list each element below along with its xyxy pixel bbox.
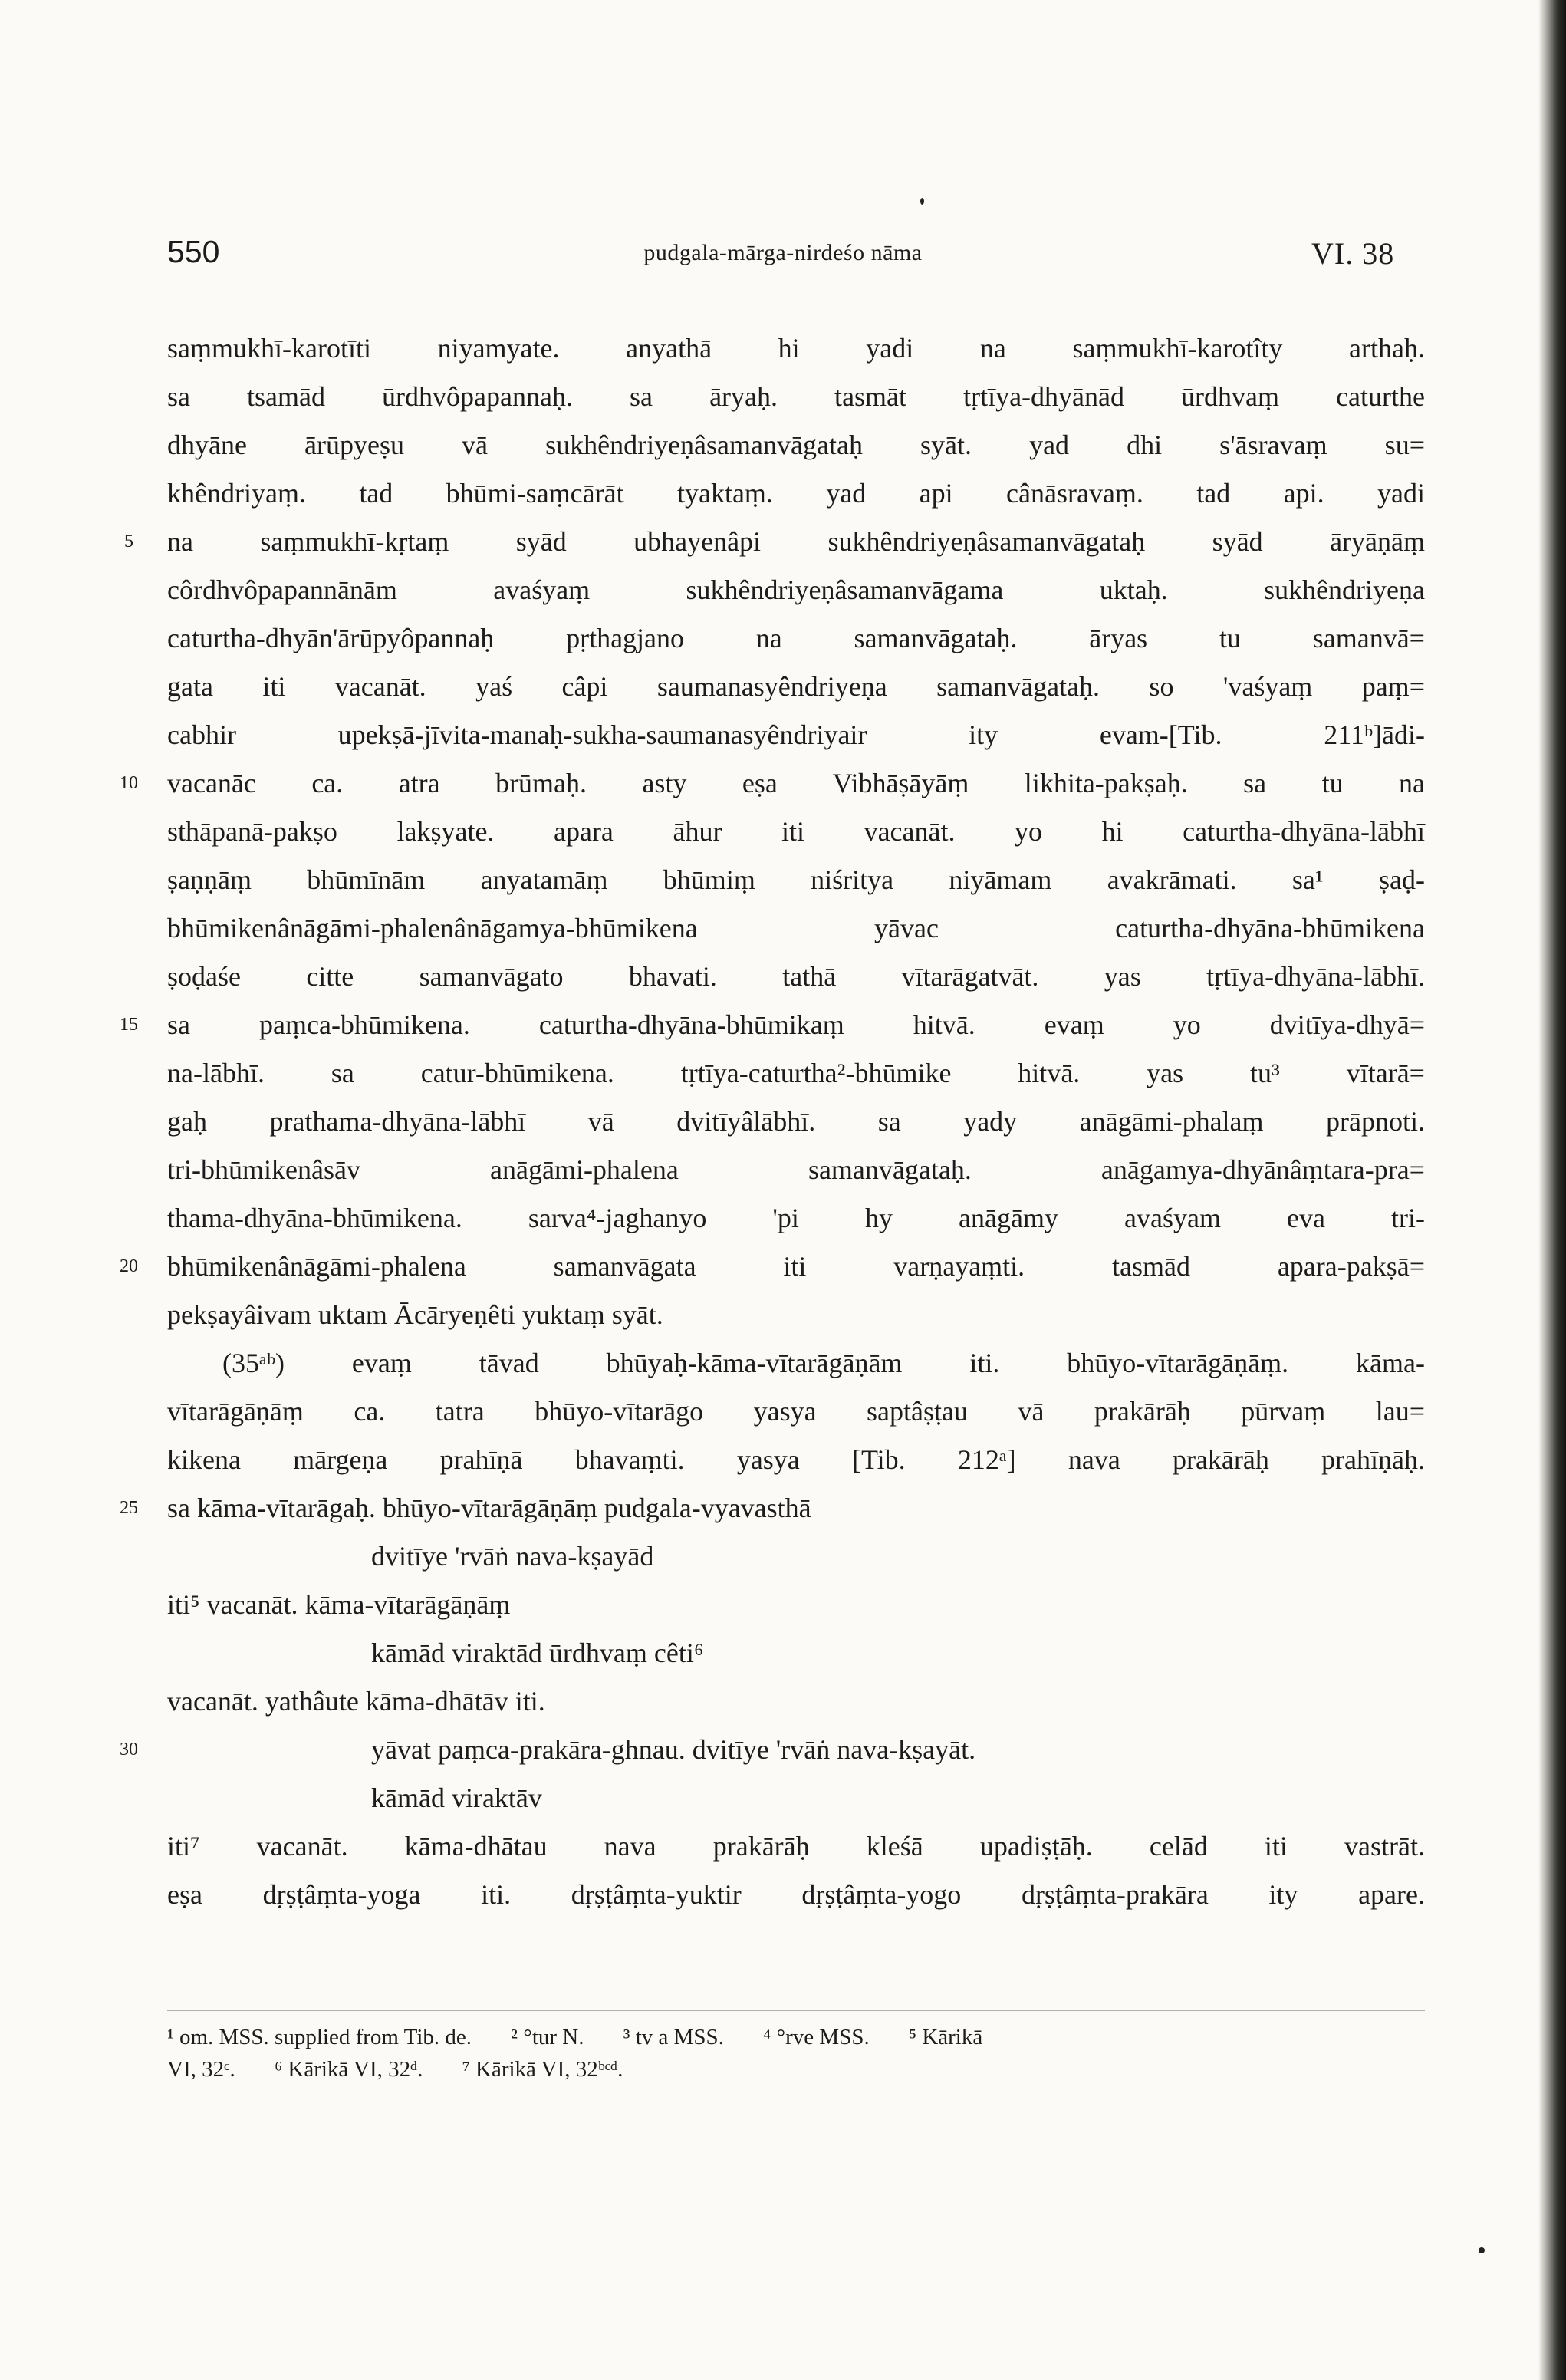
running-title: pudgala-mārga-nirdeśo nāma bbox=[643, 240, 923, 265]
text-line: eṣa dṛṣṭâṃta-yoga iti. dṛṣṭâṃta-yuktir dṛṣṭâṃta-yogo dṛṣṭâṃta-prakāra ity apare. bbox=[167, 1879, 1425, 1910]
page-header bbox=[0, 234, 1566, 280]
footnote-3: ³ tv a MSS. bbox=[623, 2025, 724, 2049]
text-line: cabhir upekṣā-jīvita-manaḥ-sukha-saumanasyêndriyair ity evam-[Tib. 211ᵇ]ādi- bbox=[167, 719, 1425, 750]
footnote-7: ⁷ Kārikā VI, 32ᵇᶜᵈ. bbox=[462, 2057, 623, 2082]
footnote-4: ⁴ °rve MSS. bbox=[763, 2025, 870, 2049]
text-line: vacanāc ca. atra brūmaḥ. asty eṣa Vibhāṣāyāṃ likhita-pakṣaḥ. sa tu na bbox=[167, 768, 1425, 798]
line-number: 20 bbox=[120, 1256, 138, 1276]
footnote-1: ¹ om. MSS. supplied from Tib. de. bbox=[167, 2025, 472, 2049]
line-number: 10 bbox=[120, 773, 138, 793]
text-line: pekṣayâivam uktam Ācāryeṇêti yuktaṃ syāt. bbox=[167, 1299, 663, 1330]
text-line: iti⁷ vacanāt. kāma-dhātau nava prakārāḥ kleśā upadiṣṭāḥ. celād iti vastrāt. bbox=[167, 1831, 1425, 1862]
page-edge-shadow bbox=[1538, 0, 1566, 2380]
text-line: saṃmukhī-karotīti niyamyate. anyathā hi yadi na saṃmukhī-karotîty arthaḥ. bbox=[167, 333, 1425, 364]
text-line: gaḥ prathama-dhyāna-lābhī vā dvitīyâlābhī. sa yady anāgāmi-phalaṃ prāpnoti. bbox=[167, 1106, 1425, 1137]
text-line: côrdhvôpapannānām avaśyaṃ sukhêndriyeṇâsamanvāgama uktaḥ. sukhêndriyeṇa bbox=[167, 574, 1425, 605]
line-number: 5 bbox=[124, 532, 133, 551]
text-line: bhūmikenânāgāmi-phalena samanvāgata iti varṇayaṃti. tasmād apara-pakṣā= bbox=[167, 1251, 1425, 1282]
line-number: 15 bbox=[120, 1015, 138, 1035]
text-line: caturtha-dhyān'ārūpyôpannaḥ pṛthagjano na samanvāgataḥ. āryas tu samanvā= bbox=[167, 623, 1425, 653]
ink-speck bbox=[920, 198, 924, 205]
section-reference: VI. 38 bbox=[1311, 236, 1395, 271]
text-line: dhyāne ārūpyeṣu vā sukhêndriyeṇâsamanvāgataḥ syāt. yad dhi s'āsravaṃ su= bbox=[167, 430, 1425, 460]
footnote-5-continued: VI, 32ᶜ. bbox=[167, 2057, 235, 2082]
text-line: sa paṃca-bhūmikena. caturtha-dhyāna-bhūmikaṃ hitvā. evaṃ yo dvitīya-dhyā= bbox=[167, 1009, 1425, 1040]
text-line: kikena mārgeṇa prahīṇā bhavaṃti. yasya [Tib. 212ᵃ] nava prakārāḥ prahīṇāḥ. bbox=[167, 1444, 1425, 1475]
text-line: vacanāt. yathâute kāma-dhātāv iti. bbox=[167, 1686, 545, 1717]
page-number: 550 bbox=[167, 234, 220, 269]
text-line: (35ᵃᵇ) evaṃ tāvad bhūyaḥ-kāma-vītarāgāṇām iti. bhūyo-vītarāgāṇāṃ. kāma- bbox=[222, 1348, 1425, 1378]
footnote-5: ⁵ Kārikā bbox=[908, 2025, 983, 2049]
text-line: sa tsamād ūrdhvôpapannaḥ. sa āryaḥ. tasmāt tṛtīya-dhyānād ūrdhvaṃ caturthe bbox=[167, 381, 1425, 412]
text-line: thama-dhyāna-bhūmikena. sarva⁴-jaghanyo 'pi hy anāgāmy avaśyam eva tri- bbox=[167, 1203, 1425, 1233]
line-number: 30 bbox=[120, 1740, 138, 1759]
text-line: khêndriyaṃ. tad bhūmi-saṃcārāt tyaktaṃ. yad api cânāsravaṃ. tad api. yadi bbox=[167, 478, 1425, 509]
footnote-rule bbox=[167, 2010, 1425, 2011]
text-line: na saṃmukhī-kṛtaṃ syād ubhayenâpi sukhêndriyeṇâsamanvāgataḥ syād āryāṇāṃ bbox=[167, 526, 1425, 557]
text-line: iti⁵ vacanāt. kāma-vītarāgāṇāṃ bbox=[167, 1589, 511, 1620]
text-line: gata iti vacanāt. yaś câpi saumanasyêndriyeṇa samanvāgataḥ. so 'vaśyaṃ paṃ= bbox=[167, 671, 1425, 702]
footnotes-line-1 bbox=[167, 2023, 982, 2051]
text-line: bhūmikenânāgāmi-phalenânāgamya-bhūmikena yāvac caturtha-dhyāna-bhūmikena bbox=[167, 913, 1425, 943]
verse-line: yāvat paṃca-prakāra-ghnau. dvitīye 'rvāṅ nava-kṣayāt. bbox=[371, 1734, 976, 1765]
footnote-6: ⁶ Kārikā VI, 32ᵈ. bbox=[275, 2057, 423, 2082]
text-line: vītarāgāṇāṃ ca. tatra bhūyo-vītarāgo yasya saptâṣṭau vā prakārāḥ pūrvaṃ lau= bbox=[167, 1396, 1425, 1427]
verse-line: kāmād viraktāv bbox=[371, 1783, 542, 1813]
footnotes-line-2 bbox=[167, 2056, 623, 2083]
line-number: 25 bbox=[120, 1498, 138, 1518]
verse-line: dvitīye 'rvāṅ nava-kṣayād bbox=[371, 1541, 654, 1572]
text-line: sthāpanā-pakṣo lakṣyate. apara āhur iti vacanāt. yo hi caturtha-dhyāna-lābhī bbox=[167, 816, 1425, 847]
text-line: ṣoḍaśe citte samanvāgato bhavati. tathā vītarāgatvāt. yas tṛtīya-dhyāna-lābhī. bbox=[167, 961, 1425, 992]
text-line: ṣaṇṇāṃ bhūmīnām anyatamāṃ bhūmiṃ niśritya niyāmam avakrāmati. sa¹ ṣaḍ- bbox=[167, 864, 1425, 895]
ink-speck bbox=[1479, 2247, 1485, 2253]
text-line: sa kāma-vītarāgaḥ. bhūyo-vītarāgāṇāṃ pudgala-vyavasthā bbox=[167, 1493, 811, 1523]
text-line: na-lābhī. sa catur-bhūmikena. tṛtīya-caturtha²-bhūmike hitvā. yas tu³ vītarā= bbox=[167, 1058, 1425, 1088]
text-line: tri-bhūmikenâsāv anāgāmi-phalena samanvāgataḥ. anāgamya-dhyānâṃtara-pra= bbox=[167, 1154, 1425, 1185]
footnote-2: ² °tur N. bbox=[511, 2025, 584, 2049]
verse-line: kāmād viraktād ūrdhvaṃ cêti⁶ bbox=[371, 1638, 704, 1668]
